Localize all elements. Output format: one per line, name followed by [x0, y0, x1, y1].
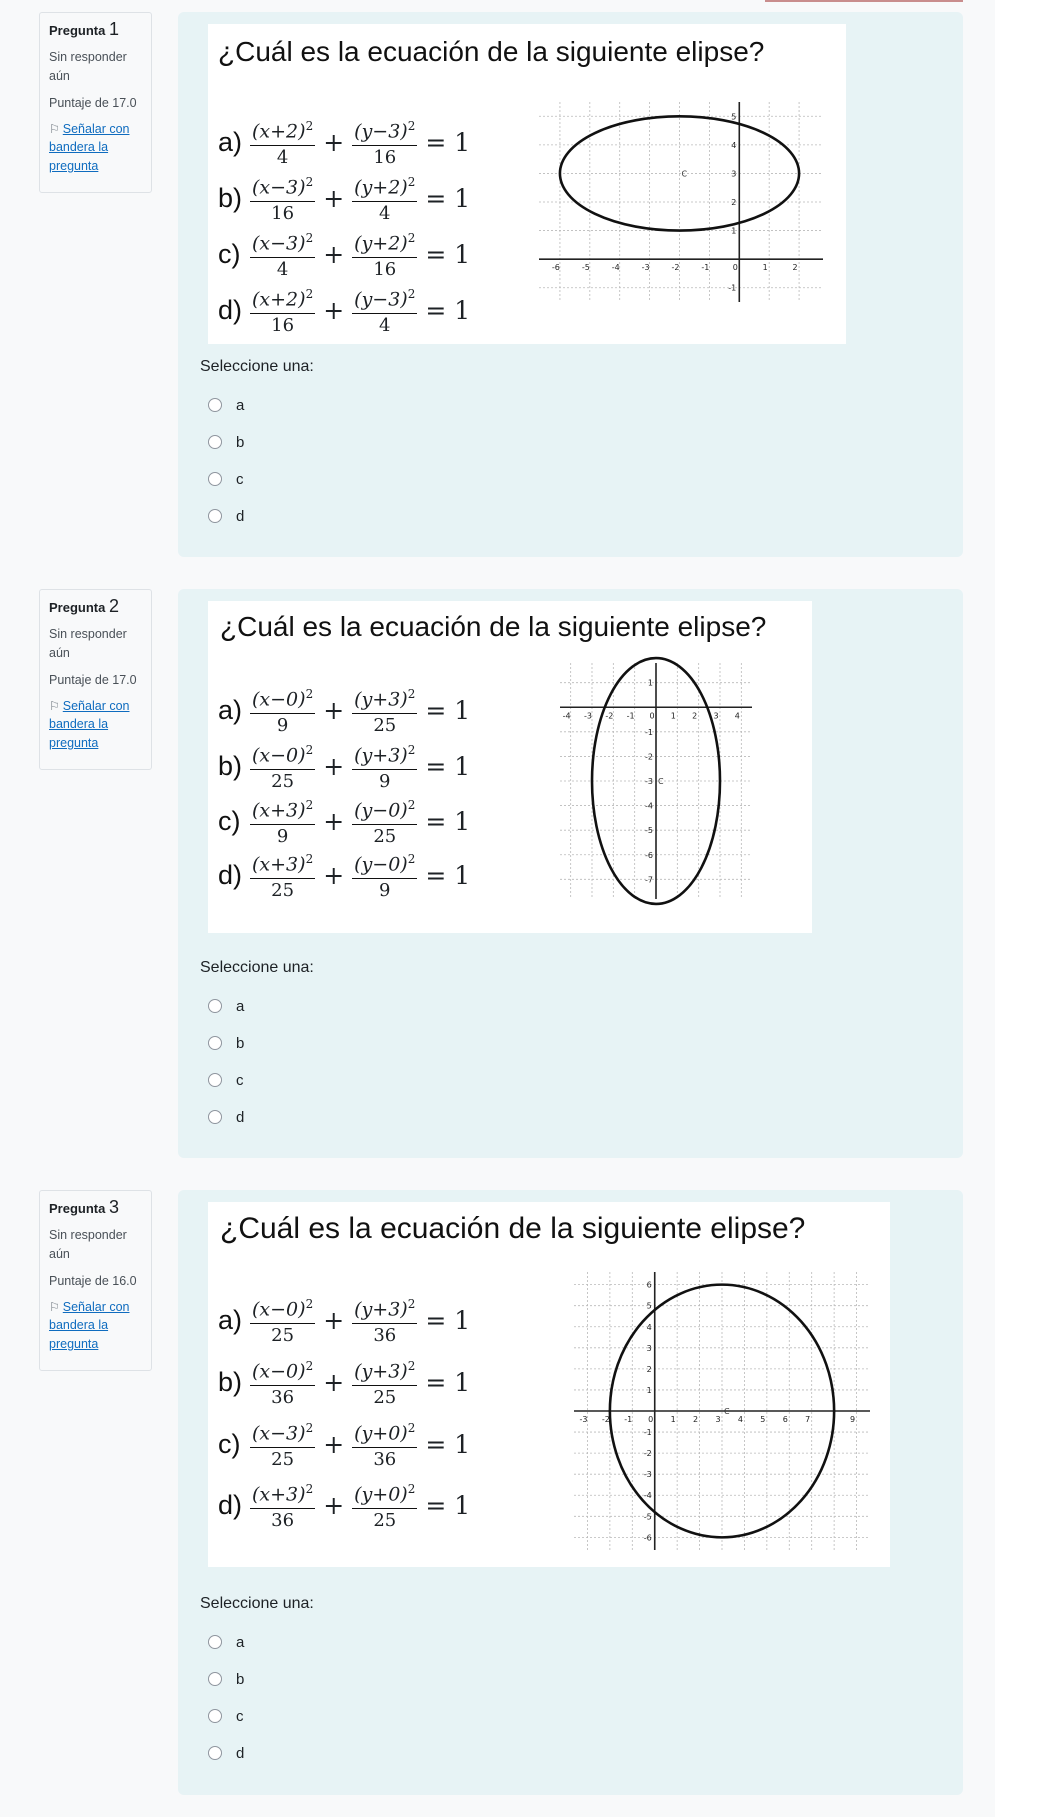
equation-option-b: b) $\frac{(x-3)^2}{16}$ + $\frac{(y+2)^2}{4}$ = 1 [218, 170, 470, 226]
answer-option-c[interactable] [208, 1704, 244, 1728]
equation-option-a: a) $\frac{(x+2)^2}{4}$ + $\frac{(y-3)^2}{16}$ = 1 [218, 114, 470, 170]
select-one-prompt: Seleccione una: [200, 1595, 314, 1612]
select-one-prompt: Seleccione una: [200, 358, 314, 375]
answer-option-b[interactable] [208, 1031, 244, 1055]
numerator: (x+3) [252, 853, 306, 876]
option-letter: d) [218, 294, 243, 325]
denominator: 9 [276, 714, 289, 736]
answer-option-c[interactable] [208, 467, 244, 491]
denominator: 25 [271, 1448, 295, 1470]
question-grade: Puntaje de 16.0 [49, 1273, 137, 1288]
x-tick-label: 4 [737, 1415, 743, 1424]
x-tick-label: -2 [601, 1415, 610, 1424]
answer-label: d [236, 1108, 245, 1126]
option-letter: b) [218, 182, 243, 213]
x-tick-label: 0 [732, 263, 738, 273]
question-state: Sin responder aún [49, 1228, 127, 1261]
denominator: 36 [373, 1324, 397, 1346]
question-info-3 [39, 1190, 152, 1371]
numerator: (y+0) [354, 1422, 408, 1445]
flag-icon: ⚐ [49, 121, 60, 136]
top-accent-line [765, 0, 963, 2]
numerator: (x+2) [252, 288, 306, 311]
question-grade: Puntaje de 17.0 [49, 672, 137, 687]
y-tick-label: 2 [731, 198, 737, 207]
equation-option-d: d) $\frac{(x+3)^2}{36}$ + $\frac{(y+0)^2}{25}$ = 1 [218, 1477, 470, 1533]
ellipse-graph-1 [513, 84, 833, 334]
equation-option-c: c) $\frac{(x-3)^2}{4}$ + $\frac{(y+2)^2}{16}$ = 1 [218, 226, 470, 282]
question-image-3 [208, 1202, 890, 1567]
y-tick-label: 1 [647, 678, 653, 688]
equation-option-a: a) $\frac{(x-0)^2}{25}$ + $\frac{(y+3)^2}{36}$ = 1 [218, 1292, 470, 1348]
x-tick-label: -3 [584, 711, 592, 721]
x-tick-label: -5 [581, 263, 590, 273]
center-label: C [658, 777, 664, 786]
x-tick-label: 1 [670, 1415, 676, 1424]
x-tick-label: 5 [760, 1415, 766, 1424]
option-letter: a) [218, 1304, 243, 1335]
option-letter: a) [218, 694, 243, 725]
question-number [49, 1197, 143, 1218]
denominator: 4 [379, 314, 391, 336]
x-tick-label: 0 [648, 1415, 654, 1424]
x-tick-label: 0 [649, 711, 655, 721]
radio-button[interactable] [208, 1110, 222, 1124]
flag-icon: ⚐ [49, 698, 60, 713]
y-tick-label: 6 [646, 1280, 652, 1290]
question-formulation-3 [178, 1190, 963, 1795]
denominator: 36 [373, 1448, 397, 1470]
question-number-label: Pregunta [49, 1201, 106, 1216]
x-tick-label: 6 [782, 1415, 788, 1424]
y-tick-label: 5 [731, 112, 737, 122]
y-tick-label: -1 [643, 1428, 652, 1438]
x-tick-label: -2 [671, 263, 680, 273]
answer-option-d[interactable] [208, 1105, 244, 1129]
answer-option-d[interactable] [208, 504, 244, 528]
y-tick-label: 4 [646, 1322, 652, 1332]
y-tick-label: -5 [645, 826, 653, 836]
radio-button[interactable] [208, 1709, 222, 1723]
y-tick-label: 1 [731, 226, 737, 236]
answer-option-b[interactable] [208, 430, 244, 454]
answer-option-b[interactable] [208, 1667, 244, 1691]
option-letter: d) [218, 859, 243, 890]
radio-button[interactable] [208, 1036, 222, 1050]
flag-question-link[interactable] [49, 1298, 143, 1354]
answer-label: a [236, 997, 245, 1015]
option-letter: d) [218, 1489, 243, 1520]
answer-label: b [236, 433, 245, 451]
y-tick-label: -1 [728, 283, 737, 293]
radio-button[interactable] [208, 509, 222, 523]
select-one-prompt: Seleccione una: [200, 959, 314, 976]
numerator: (x−0) [252, 744, 306, 767]
equation-option-b: b) $\frac{(x-0)^2}{25}$ + $\frac{(y+3)^2}{9}$ = 1 [218, 738, 470, 794]
y-tick-label: -3 [645, 777, 653, 786]
numerator: (y−0) [354, 853, 408, 876]
answer-option-a[interactable] [208, 1630, 244, 1654]
question-formulation-1 [178, 12, 963, 557]
numerator: (y+2) [354, 232, 408, 255]
radio-button[interactable] [208, 398, 222, 412]
x-tick-label: 1 [670, 711, 676, 721]
flag-icon: ⚐ [49, 1299, 60, 1314]
question-number-value: 2 [108, 596, 119, 616]
y-tick-label: 4 [731, 140, 737, 150]
x-tick-label: 2 [792, 263, 798, 273]
y-tick-label: -6 [643, 1533, 652, 1543]
flag-question-link[interactable] [49, 697, 143, 753]
x-tick-label: 2 [692, 711, 698, 721]
answer-option-d[interactable] [208, 1741, 244, 1765]
denominator: 9 [276, 825, 289, 847]
denominator: 25 [373, 1509, 397, 1531]
question-state: Sin responder aún [49, 50, 127, 83]
denominator: 16 [271, 202, 295, 224]
answer-label: c [236, 1707, 244, 1725]
numerator: (y−3) [354, 120, 408, 143]
question-text: ¿Cuál es la ecuación de la siguiente elipse? [220, 611, 767, 642]
x-tick-label: 9 [849, 1415, 856, 1424]
question-info-2 [39, 589, 152, 770]
numerator: (x−3) [252, 176, 306, 199]
y-tick-label: 3 [646, 1343, 652, 1353]
denominator: 4 [276, 258, 289, 280]
answer-label: d [236, 1744, 245, 1762]
option-letter: b) [218, 750, 243, 781]
question-number-label: Pregunta [49, 600, 106, 615]
answer-label: c [236, 470, 244, 488]
y-tick-label: -1 [645, 727, 653, 737]
y-tick-label: -3 [643, 1470, 652, 1480]
equation-option-d: d) $\frac{(x+2)^2}{16}$ + $\frac{(y-3)^2}{4}$ = 1 [218, 282, 470, 338]
x-tick-label: 3 [713, 711, 719, 721]
x-tick-label: -6 [551, 263, 560, 273]
x-tick-label: -1 [624, 1415, 633, 1424]
option-letter: b) [218, 1366, 243, 1397]
x-tick-label: 2 [693, 1415, 699, 1424]
numerator: (y+3) [354, 688, 408, 711]
option-letter: c) [218, 238, 241, 269]
ellipse-graph-3 [568, 1260, 878, 1560]
answer-label: b [236, 1034, 245, 1052]
option-letter: c) [218, 1428, 241, 1459]
ellipse-graph-2 [552, 653, 758, 913]
question-text: ¿Cuál es la ecuación de la siguiente elipse? [218, 36, 765, 67]
numerator: (y−0) [354, 799, 408, 822]
question-number [49, 596, 143, 617]
radio-button[interactable] [208, 1635, 222, 1649]
denominator: 25 [271, 879, 295, 901]
answer-option-c[interactable] [208, 1068, 244, 1092]
option-letter: c) [218, 805, 241, 836]
denominator: 36 [271, 1509, 295, 1531]
answer-label: a [236, 1633, 245, 1651]
x-tick-label: -3 [641, 263, 650, 273]
numerator: (x−0) [252, 1360, 306, 1383]
question-state: Sin responder aún [49, 627, 127, 660]
flag-question-label: Señalar con bandera la pregunta [49, 1299, 130, 1351]
flag-question-label: Señalar con bandera la pregunta [49, 121, 130, 173]
denominator: 25 [271, 770, 295, 792]
y-tick-label: -7 [645, 875, 653, 885]
question-number-label: Pregunta [49, 23, 106, 38]
equation-option-c: c) $\frac{(x+3)^2}{9}$ + $\frac{(y-0)^2}{25}$ = 1 [218, 793, 470, 849]
numerator: (x−0) [252, 1298, 306, 1321]
radio-button[interactable] [208, 472, 222, 486]
numerator: (x+3) [252, 1483, 306, 1506]
question-image-1 [208, 24, 846, 344]
answer-option-a[interactable] [208, 393, 244, 417]
x-tick-label: -1 [626, 711, 635, 721]
question-number-value: 1 [108, 19, 119, 39]
x-tick-label: -2 [605, 711, 614, 721]
x-tick-label: -4 [562, 711, 571, 721]
y-tick-label: 2 [646, 1364, 652, 1374]
answer-label: d [236, 507, 245, 525]
x-tick-label: -4 [611, 263, 620, 273]
question-info-1 [39, 12, 152, 193]
question-grade: Puntaje de 17.0 [49, 95, 137, 110]
y-tick-label: 3 [731, 169, 737, 179]
option-letter: a) [218, 126, 243, 157]
denominator: 25 [373, 825, 397, 847]
y-tick-label: -2 [645, 752, 653, 762]
equation-option-d: d) $\frac{(x+3)^2}{25}$ + $\frac{(y-0)^2}{9}$ = 1 [218, 847, 470, 903]
answer-label: b [236, 1670, 245, 1688]
y-tick-label: -4 [645, 801, 653, 811]
numerator: (x−0) [252, 688, 306, 711]
denominator: 9 [379, 770, 391, 792]
denominator: 36 [271, 1386, 295, 1408]
numerator: (x+3) [252, 799, 306, 822]
denominator: 16 [271, 314, 295, 336]
equation-option-b: b) $\frac{(x-0)^2}{36}$ + $\frac{(y+3)^2}{25}$ = 1 [218, 1354, 470, 1410]
question-number-value: 3 [108, 1197, 119, 1217]
question-image-2 [208, 601, 812, 933]
answer-label: c [236, 1071, 244, 1089]
numerator: (y+0) [354, 1483, 408, 1506]
denominator: 16 [373, 258, 397, 280]
y-tick-label: -2 [643, 1449, 652, 1459]
radio-button[interactable] [208, 999, 222, 1013]
numerator: (y+3) [354, 1360, 408, 1383]
y-tick-label: 1 [646, 1385, 652, 1395]
flag-question-link[interactable] [49, 120, 143, 176]
question-number [49, 19, 143, 40]
radio-button[interactable] [208, 1073, 222, 1087]
numerator: (x−3) [252, 1422, 306, 1445]
y-tick-label: -5 [643, 1512, 652, 1522]
denominator: 25 [373, 1386, 397, 1408]
denominator: 4 [379, 202, 391, 224]
denominator: 25 [271, 1324, 295, 1346]
x-tick-label: 3 [715, 1415, 721, 1424]
x-tick-label: 4 [734, 711, 740, 721]
numerator: (y−3) [354, 288, 408, 311]
numerator: (y+3) [354, 744, 408, 767]
numerator: (y+2) [354, 176, 408, 199]
x-tick-label: 1 [762, 263, 768, 273]
numerator: (y+3) [354, 1298, 408, 1321]
x-tick-label: -3 [579, 1415, 588, 1424]
equation-option-a: a) $\frac{(x-0)^2}{9}$ + $\frac{(y+3)^2}{25}$ = 1 [218, 682, 470, 738]
y-tick-label: -6 [645, 850, 653, 860]
question-text: ¿Cuál es la ecuación de la siguiente elipse? [220, 1212, 806, 1245]
x-tick-label: 7 [805, 1415, 811, 1424]
equation-option-c: c) $\frac{(x-3)^2}{25}$ + $\frac{(y+0)^2}{36}$ = 1 [218, 1416, 470, 1472]
y-tick-label: -4 [643, 1491, 652, 1501]
flag-question-label: Señalar con bandera la pregunta [49, 698, 130, 750]
center-label: C [724, 1407, 730, 1416]
numerator: (x−3) [252, 232, 306, 255]
question-formulation-2 [178, 589, 963, 1158]
center-label: C [681, 169, 688, 179]
radio-button[interactable] [208, 435, 222, 449]
denominator: 9 [379, 879, 391, 901]
answer-option-a[interactable] [208, 994, 244, 1018]
answer-label: a [236, 396, 245, 414]
radio-button[interactable] [208, 1746, 222, 1760]
x-tick-label: -1 [701, 263, 710, 273]
denominator: 25 [373, 714, 397, 736]
denominator: 4 [276, 146, 289, 168]
denominator: 16 [373, 146, 397, 168]
radio-button[interactable] [208, 1672, 222, 1686]
numerator: (x+2) [252, 120, 306, 143]
y-tick-label: 5 [646, 1301, 652, 1311]
